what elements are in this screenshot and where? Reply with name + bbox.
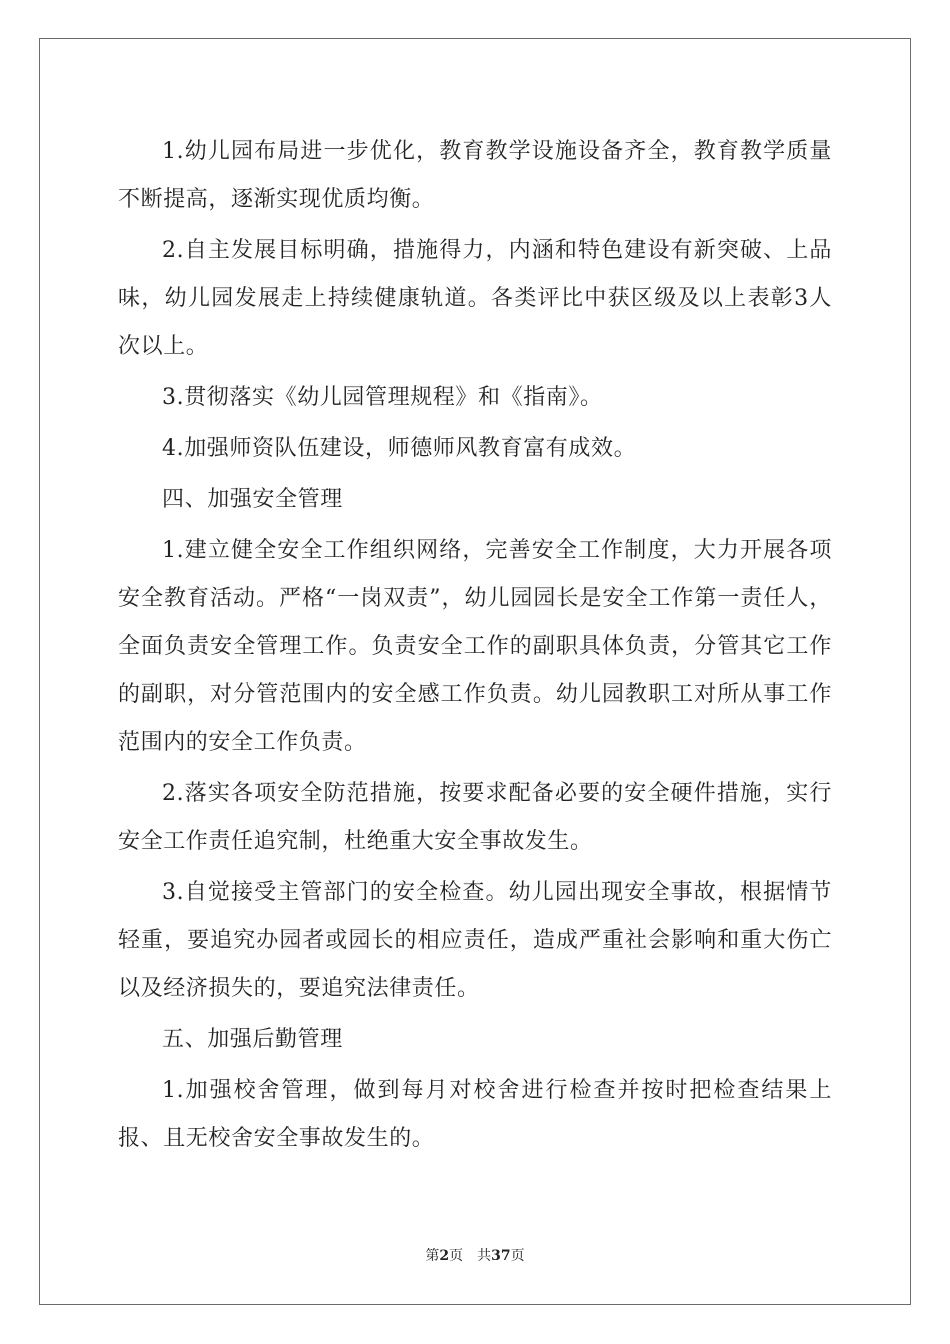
section-heading-safety: 四、加强安全管理 xyxy=(162,487,343,512)
footer-total-suffix: 页 xyxy=(510,1248,525,1264)
footer-page-number: 2 xyxy=(439,1248,450,1264)
page-footer xyxy=(0,1246,950,1266)
footer-page-prefix: 第 xyxy=(425,1248,440,1264)
document-body xyxy=(118,128,832,1163)
footer-total-prefix: 共 xyxy=(477,1248,492,1264)
section-heading-logistics: 五、加强后勤管理 xyxy=(162,1027,343,1052)
paragraph-safety-2: 2.落实各项安全防范措施，按要求配备必要的安全硬件措施，实行安全工作责任追究制，杜绝重大安全事故发生。 xyxy=(118,781,832,854)
footer-total-pages: 37 xyxy=(491,1248,511,1264)
paragraph-safety-1: 1.建立健全安全工作组织网络，完善安全工作制度，大力开展各项安全教育活动。严格“一岗双责”，幼儿园园长是安全工作第一责任人，全面负责安全管理工作。负责安全工作的副职具体负责，分管其它工作的副职，对分管范围内的安全感工作负责。幼儿园教职工对所从事工作范围内的安全工作负责。 xyxy=(118,538,832,755)
paragraph-goal-1: 1.幼儿园布局进一步优化，教育教学设施设备齐全，教育教学质量不断提高，逐渐实现优质均衡。 xyxy=(118,139,832,212)
paragraph-logistics-1: 1.加强校舍管理，做到每月对校舍进行检查并按时把检查结果上报、且无校舍安全事故发生的。 xyxy=(118,1078,832,1151)
paragraph-goal-4: 4.加强师资队伍建设，师德师风教育富有成效。 xyxy=(162,436,637,461)
paragraph-goal-3: 3.贯彻落实《幼儿园管理规程》和《指南》。 xyxy=(162,385,603,410)
paragraph-goal-2: 2.自主发展目标明确，措施得力，内涵和特色建设有新突破、上品味，幼儿园发展走上持续健康轨道。各类评比中获区级及以上表彰3人次以上。 xyxy=(118,238,832,359)
footer-page-suffix: 页 xyxy=(449,1248,464,1264)
paragraph-safety-3: 3.自觉接受主管部门的安全检查。幼儿园出现安全事故，根据情节轻重，要追究办园者或园长的相应责任，造成严重社会影响和重大伤亡以及经济损失的，要追究法律责任。 xyxy=(118,880,832,1001)
